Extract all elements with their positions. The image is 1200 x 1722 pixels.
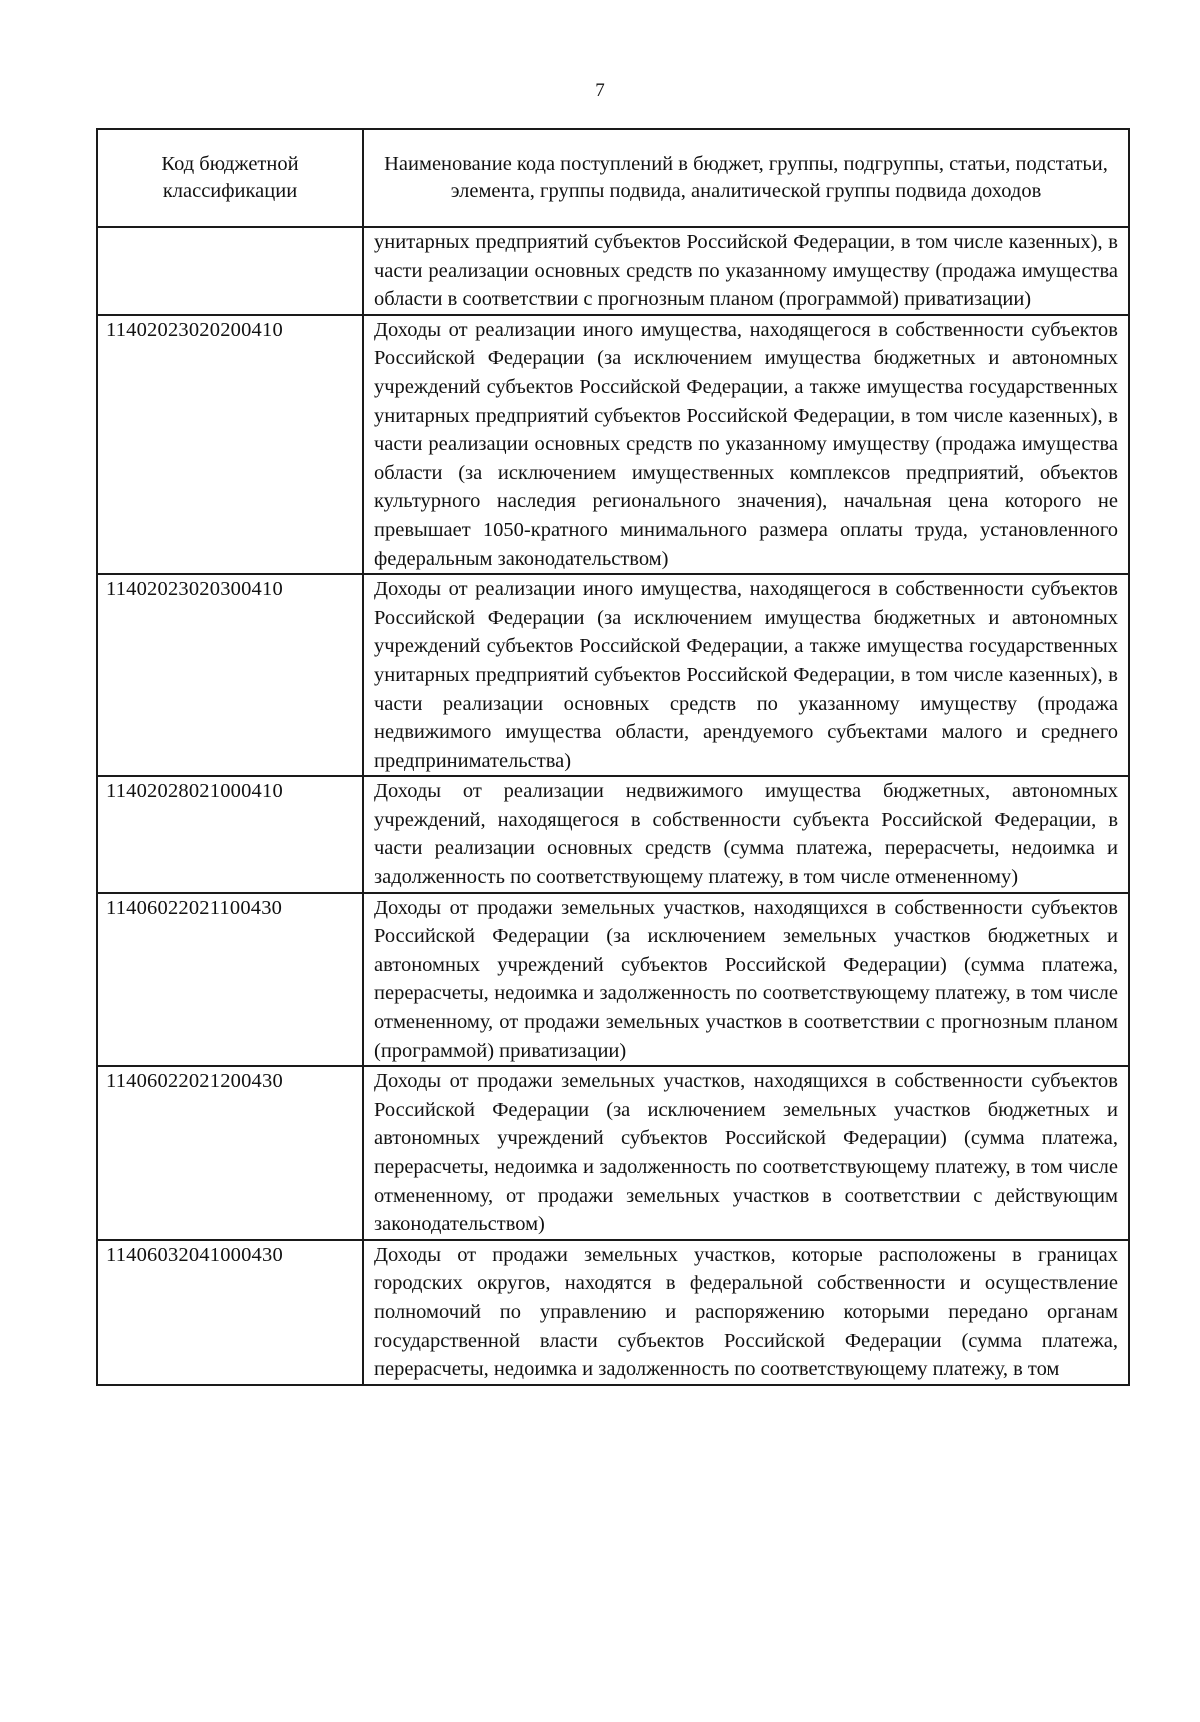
table-row [97, 574, 1129, 776]
table-header-row [97, 129, 1129, 227]
row-name: Доходы от реализации недвижимого имущества бюджетных, автономных учреждений, находящегося в собственности субъекта Российской Федерации, в части реализации основных средств (сумма платежа, перерасчеты, недоимка и задолженность по соответствующему платежу, в том числе отмененному) [363, 776, 1129, 892]
row-name: Доходы от реализации иного имущества, находящегося в собственности субъектов Российской Федерации (за исключением имущества бюджетных и автономных учреждений субъектов Российской Федерации, а также имущества государственных унитарных предприятий субъектов Российской Федерации, в том числе казенных), в части реализации основных средств по указанному имуществу (продажа имущества области (за исключением имущественных комплексов предприятий, объектов культурного наследия регионального значения), начальная цена которого не превышает 1050-кратного минимального размера оплаты труда, установленного федеральным законодательством) [363, 315, 1129, 574]
row-code: 11402028021000410 [97, 776, 363, 892]
header-name: Наименование кода поступлений в бюджет, группы, подгруппы, статьи, подстатьи, элемента, группы подвида, аналитической группы подвида доходов [363, 129, 1129, 227]
row-name: Доходы от реализации иного имущества, находящегося в собственности субъектов Российской Федерации (за исключением имущества бюджетных и автономных учреждений субъектов Российской Федерации, а также имущества государственных унитарных предприятий субъектов Российской Федерации, в том числе казенных), в части реализации основных средств по указанному имуществу (продажа недвижимого имущества области, арендуемого субъектами малого и среднего предпринимательства) [363, 574, 1129, 776]
row-name: унитарных предприятий субъектов Российской Федерации, в том числе казенных), в части реализации основных средств по указанному имуществу (продажа имущества области в соответствии с прогнозным планом (программой) приватизации) [363, 227, 1129, 315]
table-row [97, 893, 1129, 1067]
table-row [97, 1240, 1129, 1385]
page-number: 7 [595, 80, 605, 101]
table-row [97, 315, 1129, 574]
row-code: 11406022021100430 [97, 893, 363, 1067]
row-name: Доходы от продажи земельных участков, находящихся в собственности субъектов Российской Федерации (за исключением земельных участков бюджетных и автономных учреждений субъектов Российской Федерации) (сумма платежа, перерасчеты, недоимка и задолженность по соответствующему платежу, в том числе отмененному, от продажи земельных участков в соответствии с действующим законодательством) [363, 1066, 1129, 1240]
table-row [97, 1066, 1129, 1240]
row-name: Доходы от продажи земельных участков, которые расположены в границах городских округов, находятся в федеральной собственности и осуществление полномочий по управлению и распоряжению которыми передано органам государственной власти субъектов Российской Федерации (сумма платежа, перерасчеты, недоимка и задолженность по соответствующему платежу, в том [363, 1240, 1129, 1385]
table-row [97, 227, 1129, 315]
row-code [97, 227, 363, 315]
budget-classification-table [96, 128, 1130, 1386]
row-code: 11406022021200430 [97, 1066, 363, 1240]
row-code: 11402023020200410 [97, 315, 363, 574]
table-row [97, 776, 1129, 892]
row-name: Доходы от продажи земельных участков, находящихся в собственности субъектов Российской Федерации (за исключением земельных участков бюджетных и автономных учреждений субъектов Российской Федерации) (сумма платежа, перерасчеты, недоимка и задолженность по соответствующему платежу, в том числе отмененному, от продажи земельных участков в соответствии с прогнозным планом (программой) приватизации) [363, 893, 1129, 1067]
row-code: 11402023020300410 [97, 574, 363, 776]
header-code: Код бюджетной классификации [97, 129, 363, 227]
row-code: 11406032041000430 [97, 1240, 363, 1385]
